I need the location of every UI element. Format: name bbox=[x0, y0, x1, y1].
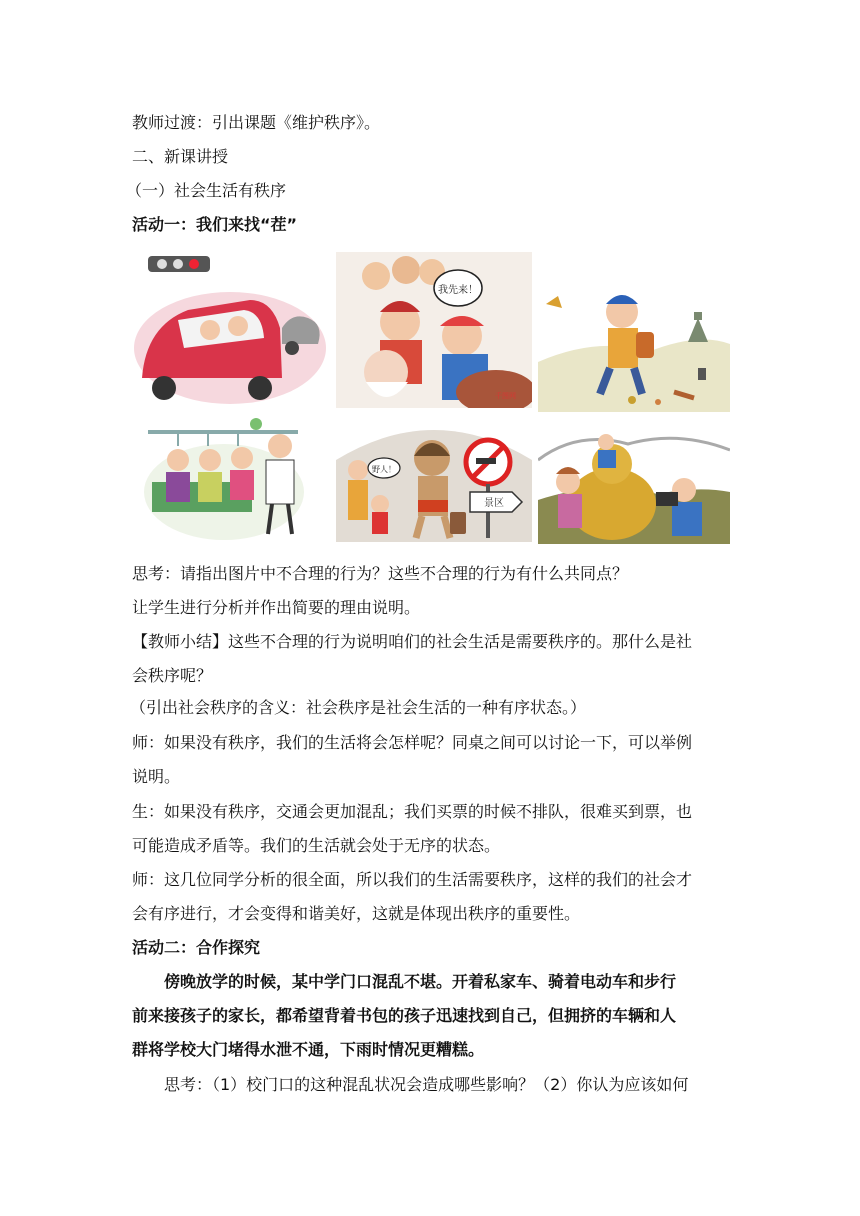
activity-1-title: 活动一：我们来找“茬” bbox=[132, 215, 298, 234]
case-line3: 群将学校大门堵得水泄不通，下雨时情况更糟糕。 bbox=[132, 1040, 485, 1059]
sign-text: 景区 bbox=[484, 498, 504, 509]
illustration-traffic bbox=[132, 248, 328, 406]
climbing-statue-icon bbox=[538, 430, 730, 544]
case-line2: 前来接孩子的家长，都希望背着书包的孩子迅速找到自己，但拥挤的车辆和人 bbox=[132, 1006, 677, 1025]
illustration-bus bbox=[138, 412, 308, 540]
teacher-comment-line1: 师：这几位同学分析的很全面，所以我们的生活需要秩序，这样的我们的社会才 bbox=[132, 870, 693, 889]
illustration-scenic bbox=[336, 420, 532, 542]
transition-line: 教师过渡：引出课题《维护秩序》。 bbox=[132, 113, 381, 132]
activity-2-title: 活动二：合作探究 bbox=[132, 938, 261, 957]
traffic-light-car-icon bbox=[132, 248, 328, 406]
teacher-summary-line1: 【教师小结】这些不合理的行为说明咱们的社会生活是需要秩序的。那什么是社 bbox=[132, 632, 693, 651]
speech-bubble-text: 野人！ bbox=[372, 465, 396, 474]
littering-tourist-icon bbox=[538, 282, 730, 412]
illustration-littering bbox=[538, 282, 730, 412]
analysis-instruction: 让学生进行分析并作出简要的理由说明。 bbox=[132, 598, 421, 617]
illustration-statue bbox=[538, 430, 730, 544]
no-smoking-scenic-icon bbox=[336, 420, 532, 542]
illustration-queue bbox=[336, 252, 532, 408]
watermark-text: 千图网 bbox=[495, 392, 516, 400]
teacher-question-line2: 说明。 bbox=[132, 767, 181, 786]
teacher-comment-line2: 会有序进行，才会变得和谐美好，这就是体现出秩序的重要性。 bbox=[132, 904, 581, 923]
section-heading: 二、新课讲授 bbox=[132, 147, 229, 166]
bus-seat-icon bbox=[138, 412, 308, 540]
think-question-1: 思考：请指出图片中不合理的行为？这些不合理的行为有什么共同点？ bbox=[132, 564, 629, 583]
speech-bubble-text: 我先来！ bbox=[438, 285, 478, 296]
think-question-2: 思考：（1）校门口的这种混乱状况会造成哪些影响？（2）你认为应该如何 bbox=[164, 1075, 689, 1094]
case-line1: 傍晚放学的时候，某中学门口混乱不堪。开着私家车、骑着电动车和步行 bbox=[164, 972, 677, 991]
teacher-summary-line2: 会秩序呢？ bbox=[132, 666, 213, 685]
student-answer-line2: 可能造成矛盾等。我们的生活就会处于无序的状态。 bbox=[132, 836, 501, 855]
definition-line: （引出社会秩序的含义：社会秩序是社会生活的一种有序状态。） bbox=[130, 698, 587, 717]
teacher-question-line1: 师：如果没有秩序，我们的生活将会怎样呢？同桌之间可以讨论一下，可以举例 bbox=[132, 733, 693, 752]
student-answer-line1: 生：如果没有秩序，交通会更加混乱；我们买票的时候不排队，很难买到票，也 bbox=[132, 802, 693, 821]
queue-jumping-icon bbox=[336, 252, 532, 408]
subsection-heading: （一）社会生活有秩序 bbox=[126, 181, 287, 200]
